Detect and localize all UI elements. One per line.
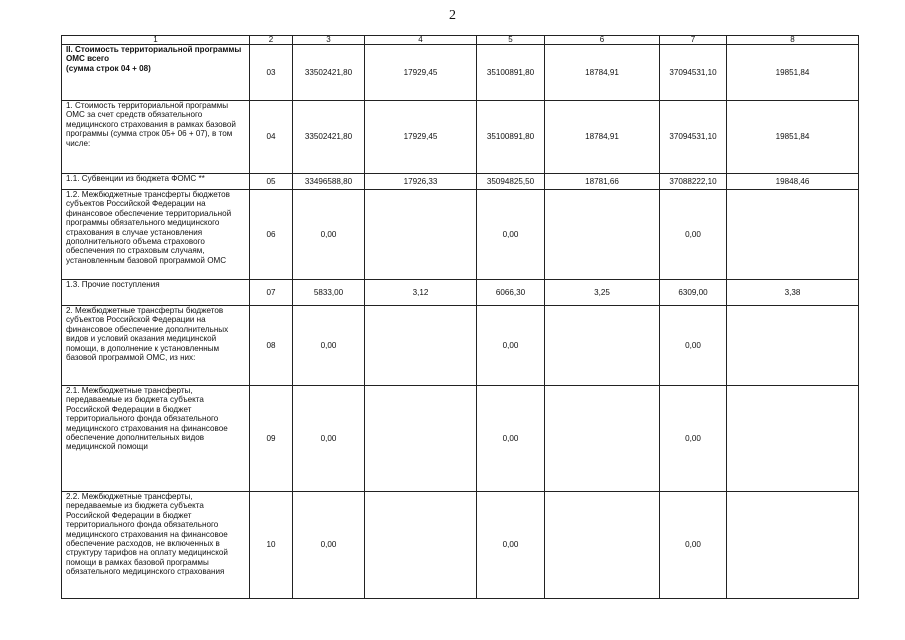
value-cell (545, 306, 660, 386)
row-label: 1.1. Субвенции из бюджета ФОМС ** (62, 174, 250, 190)
value-cell: 0,00 (660, 386, 727, 492)
value-cell: 0,00 (660, 492, 727, 599)
value-cell: 17929,45 (365, 45, 477, 101)
value-cell: 0,00 (477, 386, 545, 492)
value-cell (727, 492, 859, 599)
row-label: 2.2. Межбюджетные трансферты, передаваемые из бюджета субъекта Российской Федерации в бюджет территориального фонда обязательного медицинского страхования на финансовое обеспечение расходов, не включенных в структуру тарифов на оплату медицинской помощи в рамках базовой программы обязательного медицинского страхования (62, 492, 250, 599)
value-cell: 0,00 (477, 306, 545, 386)
value-cell: 37088222,10 (660, 174, 727, 190)
row-code: 04 (250, 101, 293, 174)
value-cell (545, 190, 660, 280)
page-number: 2 (449, 8, 456, 23)
value-cell: 35100891,80 (477, 101, 545, 174)
row-code: 03 (250, 45, 293, 101)
value-cell: 6066,30 (477, 280, 545, 306)
row-label: 1. Стоимость территориальной программы ОМС за счет средств обязательного медицинского страхования в рамках базовой программы (сумма строк 05+ 06 + 07), в том числе: (62, 101, 250, 174)
value-cell: 18781,66 (545, 174, 660, 190)
value-cell: 0,00 (660, 306, 727, 386)
table-row (62, 174, 859, 190)
value-cell: 0,00 (293, 386, 365, 492)
value-cell: 3,38 (727, 280, 859, 306)
column-number: 8 (727, 36, 859, 45)
value-cell: 0,00 (660, 190, 727, 280)
value-cell: 33496588,80 (293, 174, 365, 190)
column-number: 4 (365, 36, 477, 45)
table-row (62, 190, 859, 280)
column-number: 5 (477, 36, 545, 45)
value-cell: 0,00 (477, 492, 545, 599)
row-label: 2. Межбюджетные трансферты бюджетов субъектов Российской Федерации на финансовое обеспечение дополнительных видов и условий оказания медицинской помощи, в дополнение к установленным базовой программой ОМС, из них: (62, 306, 250, 386)
row-code: 06 (250, 190, 293, 280)
row-code: 08 (250, 306, 293, 386)
value-cell (365, 190, 477, 280)
value-cell: 35100891,80 (477, 45, 545, 101)
value-cell: 0,00 (477, 190, 545, 280)
value-cell: 37094531,10 (660, 45, 727, 101)
value-cell: 0,00 (293, 190, 365, 280)
table-row (62, 386, 859, 492)
row-label: II. Стоимость территориальной программы ОМС всего (сумма строк 04 + 08) (62, 45, 250, 101)
value-cell: 0,00 (293, 306, 365, 386)
value-cell (727, 386, 859, 492)
table-row (62, 101, 859, 174)
table-row (62, 280, 859, 306)
value-cell (727, 306, 859, 386)
table-row (62, 492, 859, 599)
value-cell: 3,12 (365, 280, 477, 306)
value-cell: 19851,84 (727, 101, 859, 174)
value-cell (365, 386, 477, 492)
value-cell: 6309,00 (660, 280, 727, 306)
column-number: 6 (545, 36, 660, 45)
column-number: 3 (293, 36, 365, 45)
value-cell: 35094825,50 (477, 174, 545, 190)
value-cell: 5833,00 (293, 280, 365, 306)
value-cell (365, 492, 477, 599)
row-code: 09 (250, 386, 293, 492)
value-cell: 0,00 (293, 492, 365, 599)
value-cell: 18784,91 (545, 101, 660, 174)
cost-table (61, 35, 859, 599)
column-number: 1 (62, 36, 250, 45)
column-number-row (62, 36, 859, 45)
value-cell: 33502421,80 (293, 45, 365, 101)
value-cell: 18784,91 (545, 45, 660, 101)
value-cell: 33502421,80 (293, 101, 365, 174)
value-cell (727, 190, 859, 280)
table-row (62, 306, 859, 386)
row-label: 1.2. Межбюджетные трансферты бюджетов субъектов Российской Федерации на финансовое обеспечение территориальной программы обязательного медицинского страхования в случае установления дополнительного объема страхового обеспечения по страховым случаям, установленным базовой программой ОМС (62, 190, 250, 280)
value-cell: 19848,46 (727, 174, 859, 190)
column-number: 7 (660, 36, 727, 45)
row-label: 2.1. Межбюджетные трансферты, передаваемые из бюджета субъекта Российской Федерации в бюджет территориального фонда обязательного медицинского страхования на финансовое обеспечение дополнительных видов медицинской помощи (62, 386, 250, 492)
column-number: 2 (250, 36, 293, 45)
row-code: 07 (250, 280, 293, 306)
row-label: 1.3. Прочие поступления (62, 280, 250, 306)
value-cell: 17926,33 (365, 174, 477, 190)
value-cell (545, 386, 660, 492)
row-code: 05 (250, 174, 293, 190)
value-cell: 3,25 (545, 280, 660, 306)
value-cell: 37094531,10 (660, 101, 727, 174)
table-row (62, 45, 859, 101)
row-code: 10 (250, 492, 293, 599)
value-cell (545, 492, 660, 599)
value-cell (365, 306, 477, 386)
value-cell: 17929,45 (365, 101, 477, 174)
value-cell: 19851,84 (727, 45, 859, 101)
